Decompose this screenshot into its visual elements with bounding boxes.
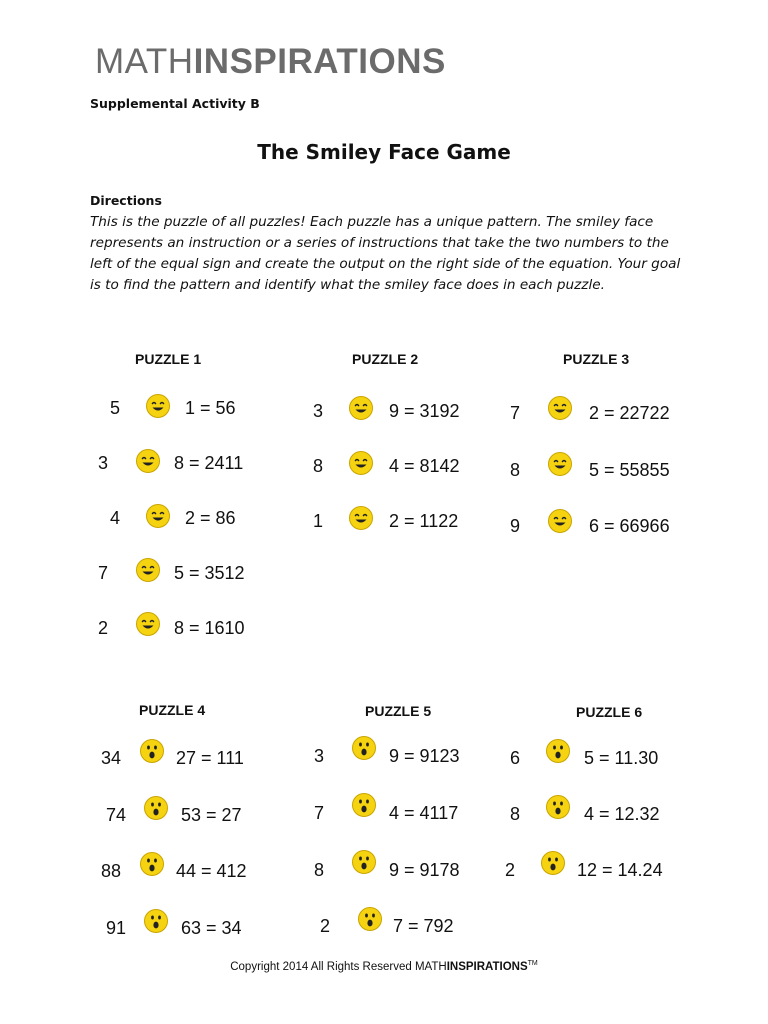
mathinspirations-logo: [95, 42, 446, 82]
activity-subtitle: Supplemental Activity B: [90, 96, 260, 111]
puzzle-1-row-2-left: 3: [98, 453, 109, 473]
directions-heading: Directions: [90, 193, 162, 208]
puzzle-1-row-5-left: 2: [98, 618, 109, 638]
smiley-face-icon: [135, 611, 161, 637]
puzzle-6-title: PUZZLE 6: [576, 704, 643, 720]
logo-part-math: MATH: [95, 42, 194, 81]
surprised-face-icon: [143, 908, 169, 934]
copyright-footer: [0, 960, 768, 973]
puzzle-5-title: PUZZLE 5: [365, 703, 432, 719]
puzzle-2-row-3-right: 2 = 1122: [389, 511, 459, 531]
puzzle-3-row-2-left: 8: [510, 460, 521, 480]
puzzle-2-row-3-left: 1: [313, 511, 324, 531]
puzzle-2-row-1-right: 9 = 3192: [389, 401, 460, 421]
puzzle-6-row-3-right: 12 = 14.24: [577, 860, 663, 880]
puzzle-6-row-2-right: 4 = 12.32: [584, 804, 660, 824]
surprised-face-icon: [545, 738, 571, 764]
smiley-face-icon: [135, 557, 161, 583]
smiley-face-icon: [348, 505, 374, 531]
smiley-face-icon: [348, 395, 374, 421]
puzzle-6-row-2-left: 8: [510, 804, 521, 824]
smiley-face-icon: [547, 395, 573, 421]
puzzle-4-row-2-right: 53 = 27: [181, 805, 242, 825]
surprised-face-icon: [351, 735, 377, 761]
smiley-face-icon: [348, 450, 374, 476]
surprised-face-icon: [139, 738, 165, 764]
puzzle-1-row-3-right: 2 = 86: [185, 508, 236, 528]
puzzle-5-row-4-left: 2: [320, 916, 331, 936]
puzzle-5-row-1-left: 3: [314, 746, 325, 766]
puzzle-4-row-4-left: 91: [106, 918, 127, 938]
puzzle-5-row-4-right: 7 = 792: [393, 916, 454, 936]
puzzle-6-row-1-left: 6: [510, 748, 521, 768]
puzzle-3-row-1-left: 7: [510, 403, 521, 423]
smiley-face-icon: [145, 393, 171, 419]
puzzle-5-row-3-right: 9 = 9178: [389, 860, 460, 880]
surprised-face-icon: [143, 795, 169, 821]
smiley-face-icon: [135, 448, 161, 474]
puzzle-5-row-2-right: 4 = 4117: [389, 803, 459, 823]
surprised-face-icon: [351, 792, 377, 818]
puzzle-1-row-1-left: 5: [110, 398, 121, 418]
puzzle-2-title: PUZZLE 2: [352, 351, 419, 367]
puzzle-3-row-1-right: 2 = 22722: [589, 403, 670, 423]
puzzle-5-row-1-right: 9 = 9123: [389, 746, 460, 766]
puzzle-6-row-1-right: 5 = 11.30: [584, 748, 659, 768]
puzzle-1-row-1-right: 1 = 56: [185, 398, 236, 418]
puzzle-1-row-5-right: 8 = 1610: [174, 618, 245, 638]
puzzle-4-row-2-left: 74: [106, 805, 127, 825]
puzzle-4-title: PUZZLE 4: [139, 702, 206, 718]
puzzle-4-row-3-left: 88: [101, 861, 122, 881]
page-title: The Smiley Face Game: [257, 140, 511, 164]
surprised-face-icon: [139, 851, 165, 877]
surprised-face-icon: [357, 906, 383, 932]
surprised-face-icon: [540, 850, 566, 876]
puzzle-2-row-1-left: 3: [313, 401, 324, 421]
puzzle-2-row-2-right: 4 = 8142: [389, 456, 460, 476]
surprised-face-icon: [545, 794, 571, 820]
smiley-face-icon: [547, 451, 573, 477]
puzzle-4-row-3-right: 44 = 412: [176, 861, 247, 881]
directions-text: This is the puzzle of all puzzles! Each puzzle has a unique pattern. The smiley face represents an instruction or a series of instructions that take the two numbers to the left of the equal sign and create the output on the right side of the equation. Your goal is to find the pattern and identify what the smiley face does in each puzzle.: [90, 214, 681, 293]
puzzle-4-row-1-left: 34: [101, 748, 122, 768]
copyright-text: Copyright 2014 All Rights Reserved MATH: [230, 960, 447, 973]
surprised-face-icon: [351, 849, 377, 875]
puzzle-4-row-4-right: 63 = 34: [181, 918, 242, 938]
copyright-brand: INSPIRATIONS: [446, 960, 528, 973]
puzzle-1-row-3-left: 4: [110, 508, 121, 528]
puzzle-3-row-2-right: 5 = 55855: [589, 460, 670, 480]
puzzle-6-row-3-left: 2: [505, 860, 516, 880]
smiley-face-icon: [547, 508, 573, 534]
puzzle-3-row-3-right: 6 = 66966: [589, 516, 670, 536]
puzzle-4-row-1-right: 27 = 111: [176, 748, 244, 768]
puzzle-1-row-4-right: 5 = 3512: [174, 563, 245, 583]
puzzle-5-row-2-left: 7: [314, 803, 325, 823]
puzzle-2-row-2-left: 8: [313, 456, 324, 476]
puzzle-3-row-3-left: 9: [510, 516, 521, 536]
puzzle-5-row-3-left: 8: [314, 860, 325, 880]
smiley-face-icon: [145, 503, 171, 529]
logo-part-inspirations: INSPIRATIONS: [193, 42, 446, 81]
puzzle-1-row-4-left: 7: [98, 563, 109, 583]
puzzle-1-row-2-right: 8 = 2411: [174, 453, 244, 473]
puzzle-3-title: PUZZLE 3: [563, 351, 630, 367]
trademark-mark: TM: [527, 960, 538, 967]
puzzle-1-title: PUZZLE 1: [135, 351, 202, 367]
